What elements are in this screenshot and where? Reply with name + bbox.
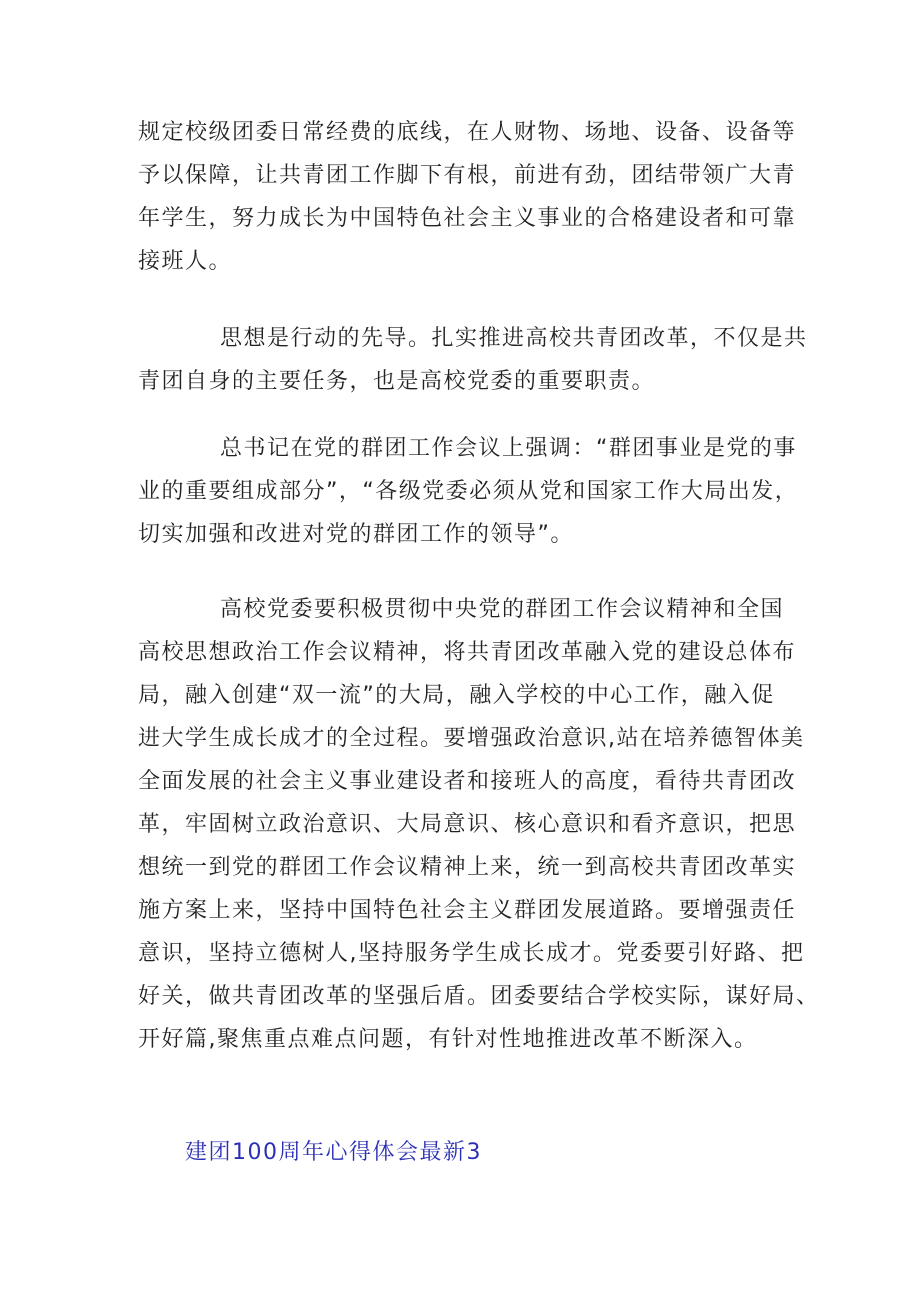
- text-line: 业的重要组成部分”，“各级党委必须从党和国家工作大局出发，: [138, 479, 799, 504]
- paragraph: [138, 111, 818, 283]
- text-line: 局，融入创建“双一流”的大局，融入学校的中心工作，融入促: [138, 683, 775, 708]
- paragraph: [138, 588, 818, 1061]
- text-line: 青团自身的主要任务，也是高校党委的重要职责。: [138, 369, 656, 394]
- text-line: 全面发展的社会主义事业建设者和接班人的高度，看待共青团改: [138, 769, 797, 794]
- paragraph: [138, 317, 818, 403]
- text-line: 意识，坚持立德树人,坚持服务学生成长成才。党委要引好路、把: [138, 941, 805, 966]
- text-line: 规定校级团委日常经费的底线，在人财物、场地、设备、设备等: [138, 120, 797, 145]
- paragraph: [138, 427, 818, 556]
- text-line: 接班人。: [138, 249, 233, 274]
- text-line: 想统一到党的群团工作会议精神上来，统一到高校共青团改革实: [138, 855, 797, 880]
- text-line: 高校党委要积极贯彻中央党的群团工作会议精神和全国: [220, 597, 785, 622]
- section-heading: 建团100周年心得体会最新3: [185, 1140, 482, 1165]
- text-line: 思想是行动的先导。扎实推进高校共青团改革，不仅是共: [220, 326, 808, 351]
- text-line: 施方案上来，坚持中国特色社会主义群团发展道路。要增强责任: [138, 898, 797, 923]
- text-line: 高校思想政治工作会议精神，将共青团改革融入党的建设总体布: [138, 640, 797, 665]
- text-line: 进大学生成长成才的全过程。要增强政治意识,站在培养德智体美: [138, 726, 805, 751]
- text-line: 年学生，努力成长为中国特色社会主义事业的合格建设者和可靠: [138, 206, 797, 231]
- text-line: 开好篇,聚焦重点难点问题，有针对性地推进改革不断深入。: [138, 1027, 758, 1052]
- text-line: 予以保障，让共青团工作脚下有根，前进有劲，团结带领广大青: [138, 163, 797, 188]
- text-line: 革，牢固树立政治意识、大局意识、核心意识和看齐意识，把思: [138, 812, 797, 837]
- text-line: 好关，做共青团改革的坚强后盾。团委要结合学校实际，谋好局、: [138, 984, 820, 1009]
- text-line: 切实加强和改进对党的群团工作的领导”。: [138, 522, 574, 547]
- text-line: 总书记在党的群团工作会议上强调：“群团事业是党的事: [220, 436, 797, 461]
